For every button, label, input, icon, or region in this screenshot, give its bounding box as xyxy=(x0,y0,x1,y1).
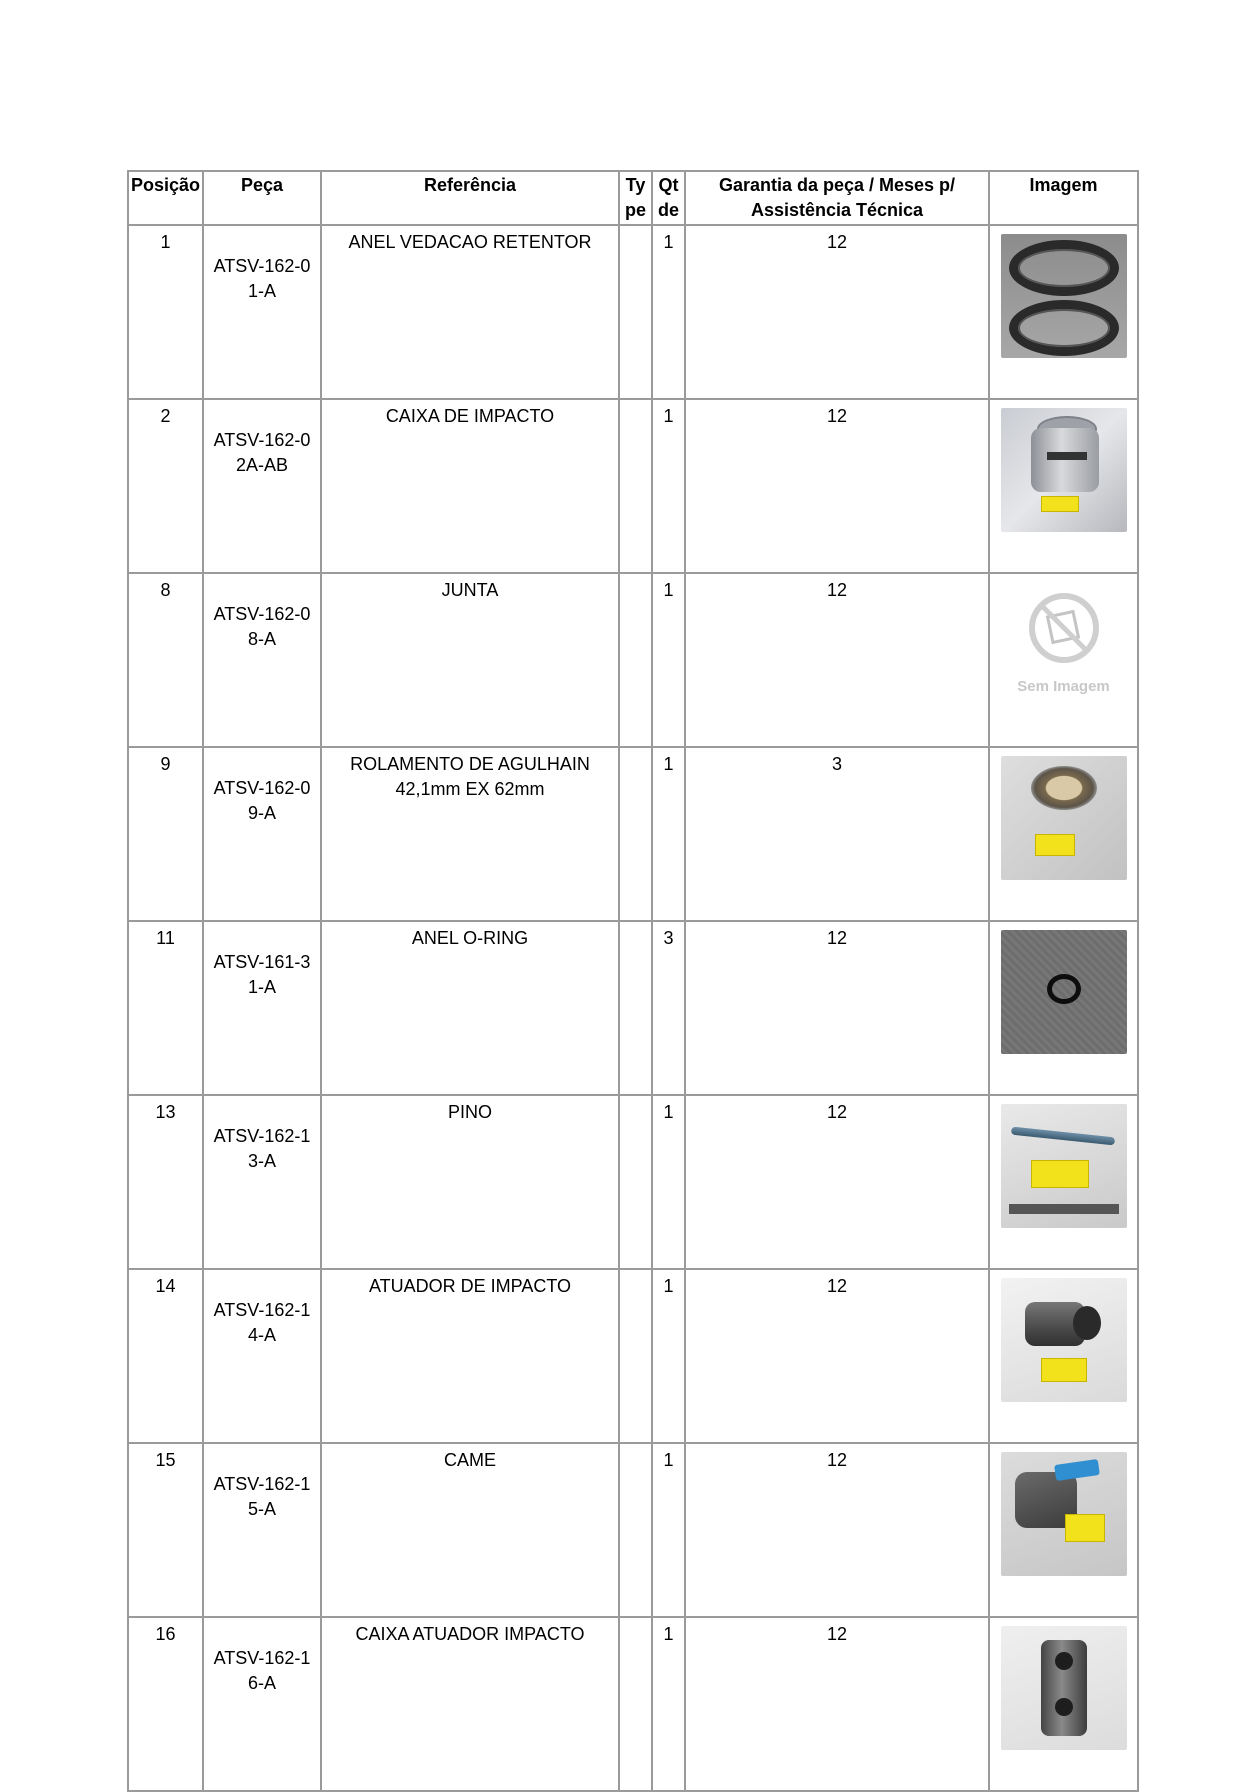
cell-qtde: 1 xyxy=(652,573,685,747)
cell-referencia: ANEL O-RING xyxy=(321,921,619,1095)
col-imagem: Imagem xyxy=(989,171,1138,225)
table-row xyxy=(128,399,1138,573)
col-type: Ty pe xyxy=(619,171,652,225)
cell-peca: ATSV-162-1 5-A xyxy=(203,1443,321,1617)
table-row xyxy=(128,1269,1138,1443)
cell-qtde: 1 xyxy=(652,225,685,399)
table-header xyxy=(128,171,1138,225)
cell-posicao: 15 xyxy=(128,1443,203,1617)
col-referencia: Referência xyxy=(321,171,619,225)
cell-referencia: PINO xyxy=(321,1095,619,1269)
cell-imagem xyxy=(989,573,1138,747)
cell-type xyxy=(619,747,652,921)
cell-peca: ATSV-162-0 1-A xyxy=(203,225,321,399)
col-posicao: Posição xyxy=(128,171,203,225)
table-row xyxy=(128,1617,1138,1791)
cell-peca: ATSV-162-0 8-A xyxy=(203,573,321,747)
cell-imagem xyxy=(989,1095,1138,1269)
cell-posicao: 9 xyxy=(128,747,203,921)
o-ring-photo xyxy=(1001,930,1127,1054)
col-qtde: Qt de xyxy=(652,171,685,225)
col-peca: Peça xyxy=(203,171,321,225)
cell-qtde: 1 xyxy=(652,1617,685,1791)
cell-referencia: ANEL VEDACAO RETENTOR xyxy=(321,225,619,399)
cell-imagem xyxy=(989,1617,1138,1791)
cell-peca: ATSV-162-0 9-A xyxy=(203,747,321,921)
cell-garantia: 12 xyxy=(685,1443,989,1617)
cell-garantia: 3 xyxy=(685,747,989,921)
cell-peca: ATSV-161-3 1-A xyxy=(203,921,321,1095)
actuator-housing-photo xyxy=(1001,1626,1127,1750)
table-row xyxy=(128,225,1138,399)
cell-qtde: 3 xyxy=(652,921,685,1095)
cell-referencia: JUNTA xyxy=(321,573,619,747)
cell-type xyxy=(619,1095,652,1269)
cell-qtde: 1 xyxy=(652,747,685,921)
cell-referencia: CAIXA DE IMPACTO xyxy=(321,399,619,573)
rubber-seal-rings-photo xyxy=(1001,234,1127,358)
cell-referencia: CAIXA ATUADOR IMPACTO xyxy=(321,1617,619,1791)
cell-posicao: 2 xyxy=(128,399,203,573)
impact-housing-photo xyxy=(1001,408,1127,532)
impact-actuator-photo xyxy=(1001,1278,1127,1402)
cell-posicao: 11 xyxy=(128,921,203,1095)
cell-type xyxy=(619,1269,652,1443)
no-image-icon xyxy=(1001,582,1127,672)
cell-garantia: 12 xyxy=(685,399,989,573)
pin-photo xyxy=(1001,1104,1127,1228)
cell-referencia: ROLAMENTO DE AGULHAIN 42,1mm EX 62mm xyxy=(321,747,619,921)
cell-garantia: 12 xyxy=(685,1269,989,1443)
cell-qtde: 1 xyxy=(652,1443,685,1617)
table-row xyxy=(128,573,1138,747)
cell-garantia: 12 xyxy=(685,921,989,1095)
header-row xyxy=(128,171,1138,225)
cell-garantia: 12 xyxy=(685,1617,989,1791)
cell-imagem xyxy=(989,1443,1138,1617)
cell-type xyxy=(619,1443,652,1617)
cam-photo xyxy=(1001,1452,1127,1576)
cell-type xyxy=(619,573,652,747)
parts-table xyxy=(127,170,1139,1792)
cell-qtde: 1 xyxy=(652,1269,685,1443)
table-body xyxy=(128,225,1138,1791)
cell-qtde: 1 xyxy=(652,1095,685,1269)
table-row xyxy=(128,747,1138,921)
needle-bearing-photo xyxy=(1001,756,1127,880)
cell-posicao: 8 xyxy=(128,573,203,747)
cell-referencia: ATUADOR DE IMPACTO xyxy=(321,1269,619,1443)
cell-type xyxy=(619,1617,652,1791)
cell-qtde: 1 xyxy=(652,399,685,573)
cell-posicao: 14 xyxy=(128,1269,203,1443)
cell-type xyxy=(619,921,652,1095)
table-row xyxy=(128,1443,1138,1617)
cell-posicao: 13 xyxy=(128,1095,203,1269)
cell-imagem xyxy=(989,747,1138,921)
cell-garantia: 12 xyxy=(685,225,989,399)
no-image-label: Sem Imagem xyxy=(1017,678,1110,695)
cell-peca: ATSV-162-0 2A-AB xyxy=(203,399,321,573)
table-row xyxy=(128,921,1138,1095)
cell-referencia: CAME xyxy=(321,1443,619,1617)
no-image-placeholder xyxy=(1001,582,1127,706)
col-garantia: Garantia da peça / Meses p/ Assistência Técnica xyxy=(685,171,989,225)
cell-imagem xyxy=(989,399,1138,573)
cell-peca: ATSV-162-1 4-A xyxy=(203,1269,321,1443)
cell-posicao: 16 xyxy=(128,1617,203,1791)
cell-peca: ATSV-162-1 3-A xyxy=(203,1095,321,1269)
cell-type xyxy=(619,399,652,573)
cell-garantia: 12 xyxy=(685,1095,989,1269)
cell-imagem xyxy=(989,921,1138,1095)
cell-imagem xyxy=(989,1269,1138,1443)
cell-garantia: 12 xyxy=(685,573,989,747)
cell-peca: ATSV-162-1 6-A xyxy=(203,1617,321,1791)
cell-posicao: 1 xyxy=(128,225,203,399)
cell-type xyxy=(619,225,652,399)
cell-imagem xyxy=(989,225,1138,399)
table-row xyxy=(128,1095,1138,1269)
